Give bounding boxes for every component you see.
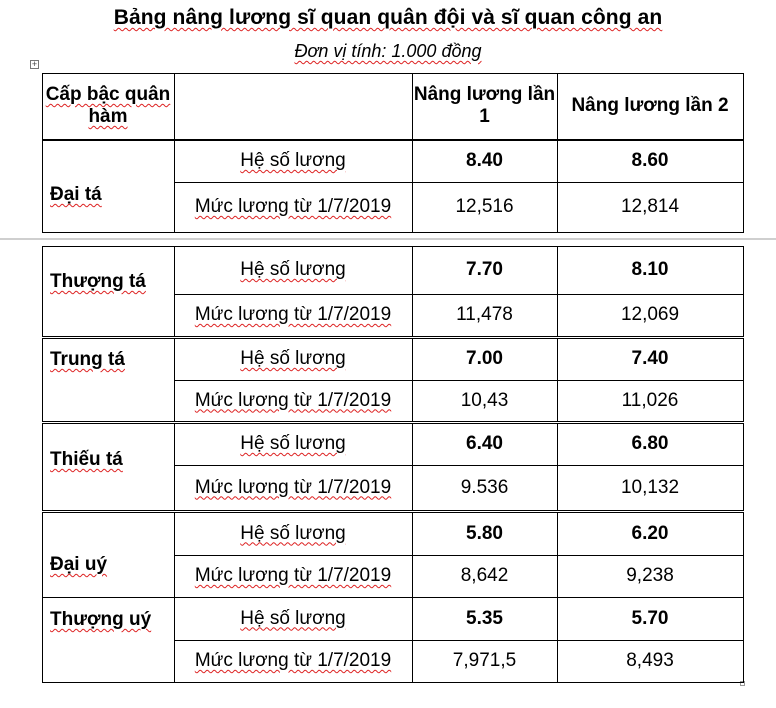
table-move-handle-icon[interactable]: + [31, 59, 38, 69]
table-rule [557, 73, 558, 140]
table-rule [557, 338, 558, 422]
salary-raise-1-text: 11,478 [456, 304, 513, 325]
salary-label [174, 555, 412, 597]
rank-label [42, 440, 174, 480]
table-rule [557, 246, 558, 337]
coef-raise-1 [412, 140, 557, 182]
coef-raise-2 [557, 512, 743, 555]
table-rule [42, 597, 744, 598]
salary-raise-2 [557, 380, 743, 421]
salary-raise-1 [412, 640, 557, 682]
coef-raise-2-text: 8.10 [631, 259, 669, 280]
table-rule [42, 73, 744, 74]
table-rule [174, 380, 744, 381]
salary-label [174, 294, 412, 336]
coef-label-text: Hệ số lương [240, 259, 346, 280]
table-rule [412, 423, 413, 511]
table-rule [42, 246, 43, 337]
salary-raise-2-text: 12,814 [620, 196, 680, 217]
salary-raise-1-text: 10,43 [460, 389, 509, 411]
coef-label [174, 338, 412, 380]
header-blank [174, 73, 412, 139]
rank-label [42, 340, 174, 380]
salary-raise-2-text: 9,238 [626, 565, 674, 586]
table-rule [42, 338, 744, 339]
coef-label-text: Hệ số lương [240, 607, 346, 629]
coef-raise-2-text: 8.60 [631, 150, 669, 171]
coef-raise-2 [557, 246, 743, 294]
salary-label [174, 380, 412, 421]
rank-label-text: Trung tá [50, 349, 125, 370]
table-rule [557, 512, 558, 598]
rank-label [42, 600, 174, 640]
table-rule [174, 246, 175, 337]
table-rule [743, 73, 744, 140]
table-rule [743, 140, 744, 233]
salary-raise-1-text: 7,971,5 [452, 650, 517, 671]
table-rule [174, 294, 744, 295]
table-rule [42, 232, 744, 233]
coef-raise-2-text: 7.40 [631, 348, 669, 369]
salary-raise-2 [557, 465, 743, 510]
table-rule [412, 597, 413, 683]
salary-raise-1 [412, 555, 557, 597]
rank-label-text: Đại uý [50, 554, 108, 575]
table-rule [557, 423, 558, 511]
unit-note: Đơn vị tính: 1.000 đồng [294, 41, 482, 61]
header-rank-text: Cấp bậc quân hàm [45, 84, 171, 127]
salary-raise-1-text: 8,642 [460, 565, 509, 586]
coef-raise-1-text: 6.40 [466, 433, 503, 454]
salary-raise-2 [557, 555, 743, 597]
coef-label-text: Hệ số lương [240, 433, 346, 454]
table-rule [42, 512, 43, 598]
salary-label-text: Mức lương từ 1/7/2019 [194, 565, 392, 586]
table-rule [42, 510, 744, 511]
table-rule [412, 73, 413, 140]
salary-raise-1 [412, 380, 557, 421]
coef-raise-2 [557, 338, 743, 380]
table-rule [412, 246, 413, 337]
table-rule [174, 73, 175, 140]
page-break-divider [0, 238, 776, 240]
table-rule [174, 423, 175, 511]
salary-raise-1 [412, 465, 557, 510]
table-rule [42, 73, 43, 140]
rank-label [42, 170, 174, 220]
salary-raise-1 [412, 182, 557, 232]
table-rule [743, 338, 744, 422]
salary-raise-2-text: 12,069 [620, 304, 680, 325]
coef-raise-2-text: 6.80 [631, 433, 669, 454]
salary-raise-2 [557, 294, 743, 336]
table-rule [743, 512, 744, 598]
rank-label [42, 262, 174, 302]
salary-raise-2 [557, 640, 743, 682]
coef-label [174, 597, 412, 640]
rank-label-text: Đại tá [50, 184, 102, 205]
coef-raise-2 [557, 140, 743, 182]
coef-raise-1 [412, 512, 557, 555]
table-rule [412, 512, 413, 598]
coef-raise-2 [557, 423, 743, 465]
table-rule [174, 182, 744, 183]
salary-raise-2-text: 11,026 [621, 389, 679, 411]
document-title: Bảng nâng lương sĩ quan quân đội và sĩ quan công an [113, 6, 663, 29]
table-rule [42, 140, 43, 233]
table-rule [557, 597, 558, 683]
salary-raise-1-text: 9.536 [460, 476, 509, 498]
rank-label [42, 545, 174, 585]
table-rule [174, 140, 175, 233]
header-raise-2-text: Nâng lương lần 2 [571, 95, 729, 116]
salary-label-text: Mức lương từ 1/7/2019 [194, 196, 392, 217]
coef-raise-2 [557, 597, 743, 640]
coef-label [174, 140, 412, 182]
coef-label-text: Hệ số lương [240, 348, 346, 369]
table-rule [42, 338, 43, 422]
coef-raise-1 [412, 246, 557, 294]
header-raise-1-text: Nâng lương lần 1 [413, 84, 556, 127]
salary-label-text: Mức lương từ 1/7/2019 [194, 650, 392, 671]
table-rule [174, 512, 175, 598]
coef-label [174, 423, 412, 465]
table-rule [174, 640, 744, 641]
table-rule [174, 597, 175, 683]
table-rule [412, 338, 413, 422]
rank-label-text: Thượng tá [50, 271, 146, 292]
table-rule [42, 682, 744, 683]
coef-raise-2-text: 5.70 [631, 607, 669, 629]
salary-raise-2-text: 10,132 [620, 476, 680, 498]
table-rule [174, 465, 744, 466]
coef-raise-1-text: 8.40 [466, 150, 503, 171]
salary-label [174, 640, 412, 682]
table-rule [557, 140, 558, 233]
coef-raise-1-text: 5.35 [466, 607, 503, 629]
salary-raise-1-text: 12,516 [455, 196, 514, 217]
table-rule [743, 597, 744, 683]
coef-raise-1-text: 7.70 [466, 259, 503, 280]
rank-label-text: Thiếu tá [50, 449, 123, 470]
table-rule [743, 246, 744, 337]
coef-raise-2-text: 6.20 [631, 522, 669, 544]
header-rank [42, 73, 174, 139]
table-rule [42, 246, 744, 247]
coef-label-text: Hệ số lương [240, 522, 346, 544]
table-rule [42, 421, 744, 422]
table-rule [42, 423, 43, 511]
salary-label-text: Mức lương từ 1/7/2019 [194, 389, 392, 411]
coef-raise-1 [412, 338, 557, 380]
coef-raise-1 [412, 597, 557, 640]
coef-label [174, 512, 412, 555]
salary-raise-2 [557, 182, 743, 232]
table-rule [42, 512, 744, 513]
salary-label [174, 465, 412, 510]
header-raise-1 [412, 73, 557, 139]
salary-label-text: Mức lương từ 1/7/2019 [194, 476, 392, 498]
table-rule [743, 423, 744, 511]
header-raise-2 [557, 73, 743, 139]
coef-raise-1-text: 5.80 [466, 522, 503, 544]
coef-raise-1 [412, 423, 557, 465]
table-rule [42, 336, 744, 337]
table-rule [42, 423, 744, 424]
table-rule [412, 140, 413, 233]
coef-label [174, 246, 412, 294]
table-rule [174, 338, 175, 422]
table-rule [42, 140, 744, 141]
salary-raise-1 [412, 294, 557, 336]
table-rule [42, 597, 43, 683]
salary-label-text: Mức lương từ 1/7/2019 [194, 304, 392, 325]
coef-raise-1-text: 7.00 [466, 348, 503, 369]
rank-label-text: Thượng uý [50, 609, 152, 630]
coef-label-text: Hệ số lương [240, 150, 346, 171]
table-rule [174, 555, 744, 556]
salary-label [174, 182, 412, 232]
salary-raise-2-text: 8,493 [626, 650, 674, 671]
